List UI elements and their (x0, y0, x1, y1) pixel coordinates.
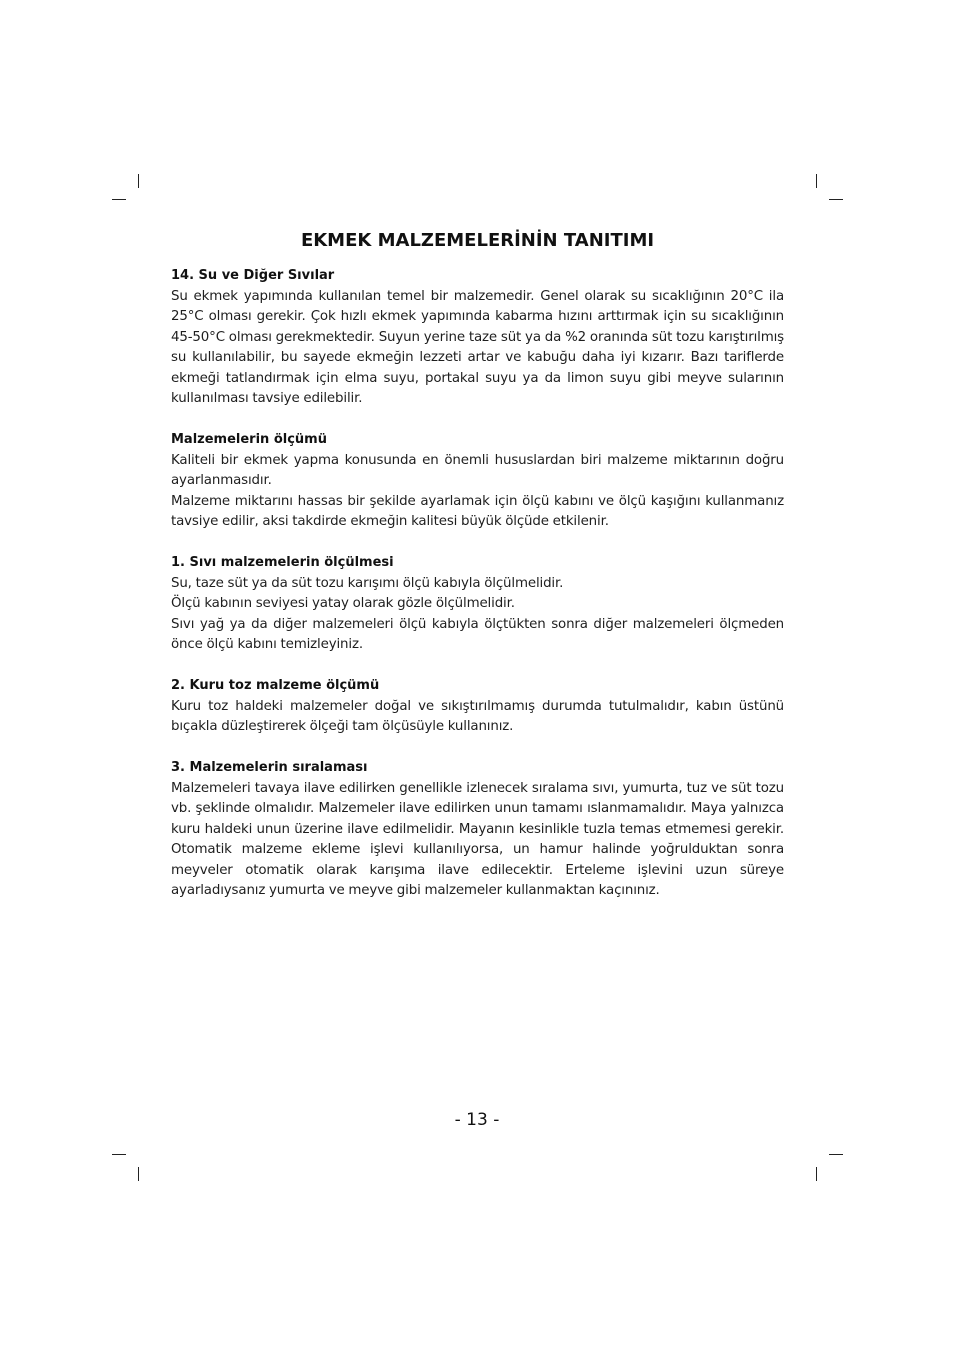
crop-mark-top-left-vertical (138, 174, 139, 188)
section-water-and-liquids (171, 266, 784, 410)
document-body (171, 228, 784, 922)
section-dry-powder-measurement (171, 676, 784, 738)
crop-mark-bottom-right-vertical (816, 1167, 817, 1181)
page-number: - 13 - (454, 1110, 500, 1130)
page-title: EKMEK MALZEMELERİNİN TANITIMI (300, 230, 655, 251)
section-liquid-measurement (171, 553, 784, 656)
section-ingredient-measurement (171, 430, 784, 533)
section-heading: 1. Sıvı malzemelerin ölçülmesi (171, 555, 394, 570)
crop-mark-bottom-left-horizontal (112, 1154, 126, 1155)
section-heading: Malzemelerin ölçümü (171, 432, 327, 447)
crop-mark-bottom-right-horizontal (829, 1154, 843, 1155)
paragraph: Malzemeleri tavaya ilave edilirken genellikle izlenecek sıralama sıvı, yumurta, tuz ve süt tozu vb. şeklinde olmalıdır. Malzemeler ilave edilirken unun tamamı ıslanmamalıdır. Maya yalnızca kuru haldeki unun üzerine ilave edilmelidir. Mayanın kesinlikle tuzla temas etmemesi gerekir. Otomatik malzeme ekleme işlevi kullanılıyorsa, un hamur halinde yoğrulduktan sonra meyveler otomatik olarak karışıma ilave edilecektir. Erteleme işlevini uzun süreye ayarladıysanız yumurta ve meyve gibi malzemeler kullanmaktan kaçınınız. (171, 780, 784, 898)
paragraph: Su ekmek yapımında kullanılan temel bir malzemedir. Genel olarak su sıcaklığının 20°C ila 25°C olması gerekir. Çok hızlı ekmek yapımında kabarma hızını arttırmak için su sıcaklığının 45-50°C olması gerekmektedir. Suyun yerine taze süt ya da %2 oranında süt tozu karıştırılmış su kullanılabilir, bu sayede ekmeğin lezzeti artar ve kabuğu daha iyi kızarır. Bazı tariflerde ekmeği tatlandırmak için elma suyu, portakal suyu ya da limon suyu gibi meyve sularının kullanılması tavsiye edilebilir. (171, 288, 784, 406)
paragraph: Su, taze süt ya da süt tozu karışımı ölçü kabıyla ölçülmelidir. (171, 575, 564, 591)
paragraph: Sıvı yağ ya da diğer malzemeleri ölçü kabıyla ölçtükten sonra diğer malzemeleri ölçmeden önce ölçü kabını temizleyiniz. (171, 616, 784, 652)
paragraph: Malzeme miktarını hassas bir şekilde ayarlamak için ölçü kabını ve ölçü kaşığını kullanmanız tavsiye edilir, aksi takdirde ekmeğin kalitesi büyük ölçüde etkilenir. (171, 493, 784, 529)
paragraph: Kaliteli bir ekmek yapma konusunda en önemli hususlardan biri malzeme miktarının doğru ayarlanmasıdır. (171, 452, 784, 488)
paragraph: Ölçü kabının seviyesi yatay olarak gözle ölçülmelidir. (171, 596, 515, 611)
section-heading: 14. Su ve Diğer Sıvılar (171, 268, 335, 283)
paragraph: Kuru toz haldeki malzemeler doğal ve sıkıştırılmamış durumda tutulmalıdır, kabın üstünü bıçakla düzleştirerek ölçeği tam ölçüsüyle kullanınız. (171, 698, 784, 734)
crop-mark-top-right-horizontal (829, 199, 843, 200)
section-heading: 3. Malzemelerin sıralaması (171, 760, 368, 775)
crop-mark-bottom-left-vertical (138, 1167, 139, 1181)
section-heading: 2. Kuru toz malzeme ölçümü (171, 678, 380, 693)
section-ingredient-order (171, 758, 784, 902)
crop-mark-top-left-horizontal (112, 199, 126, 200)
crop-mark-top-right-vertical (816, 174, 817, 188)
